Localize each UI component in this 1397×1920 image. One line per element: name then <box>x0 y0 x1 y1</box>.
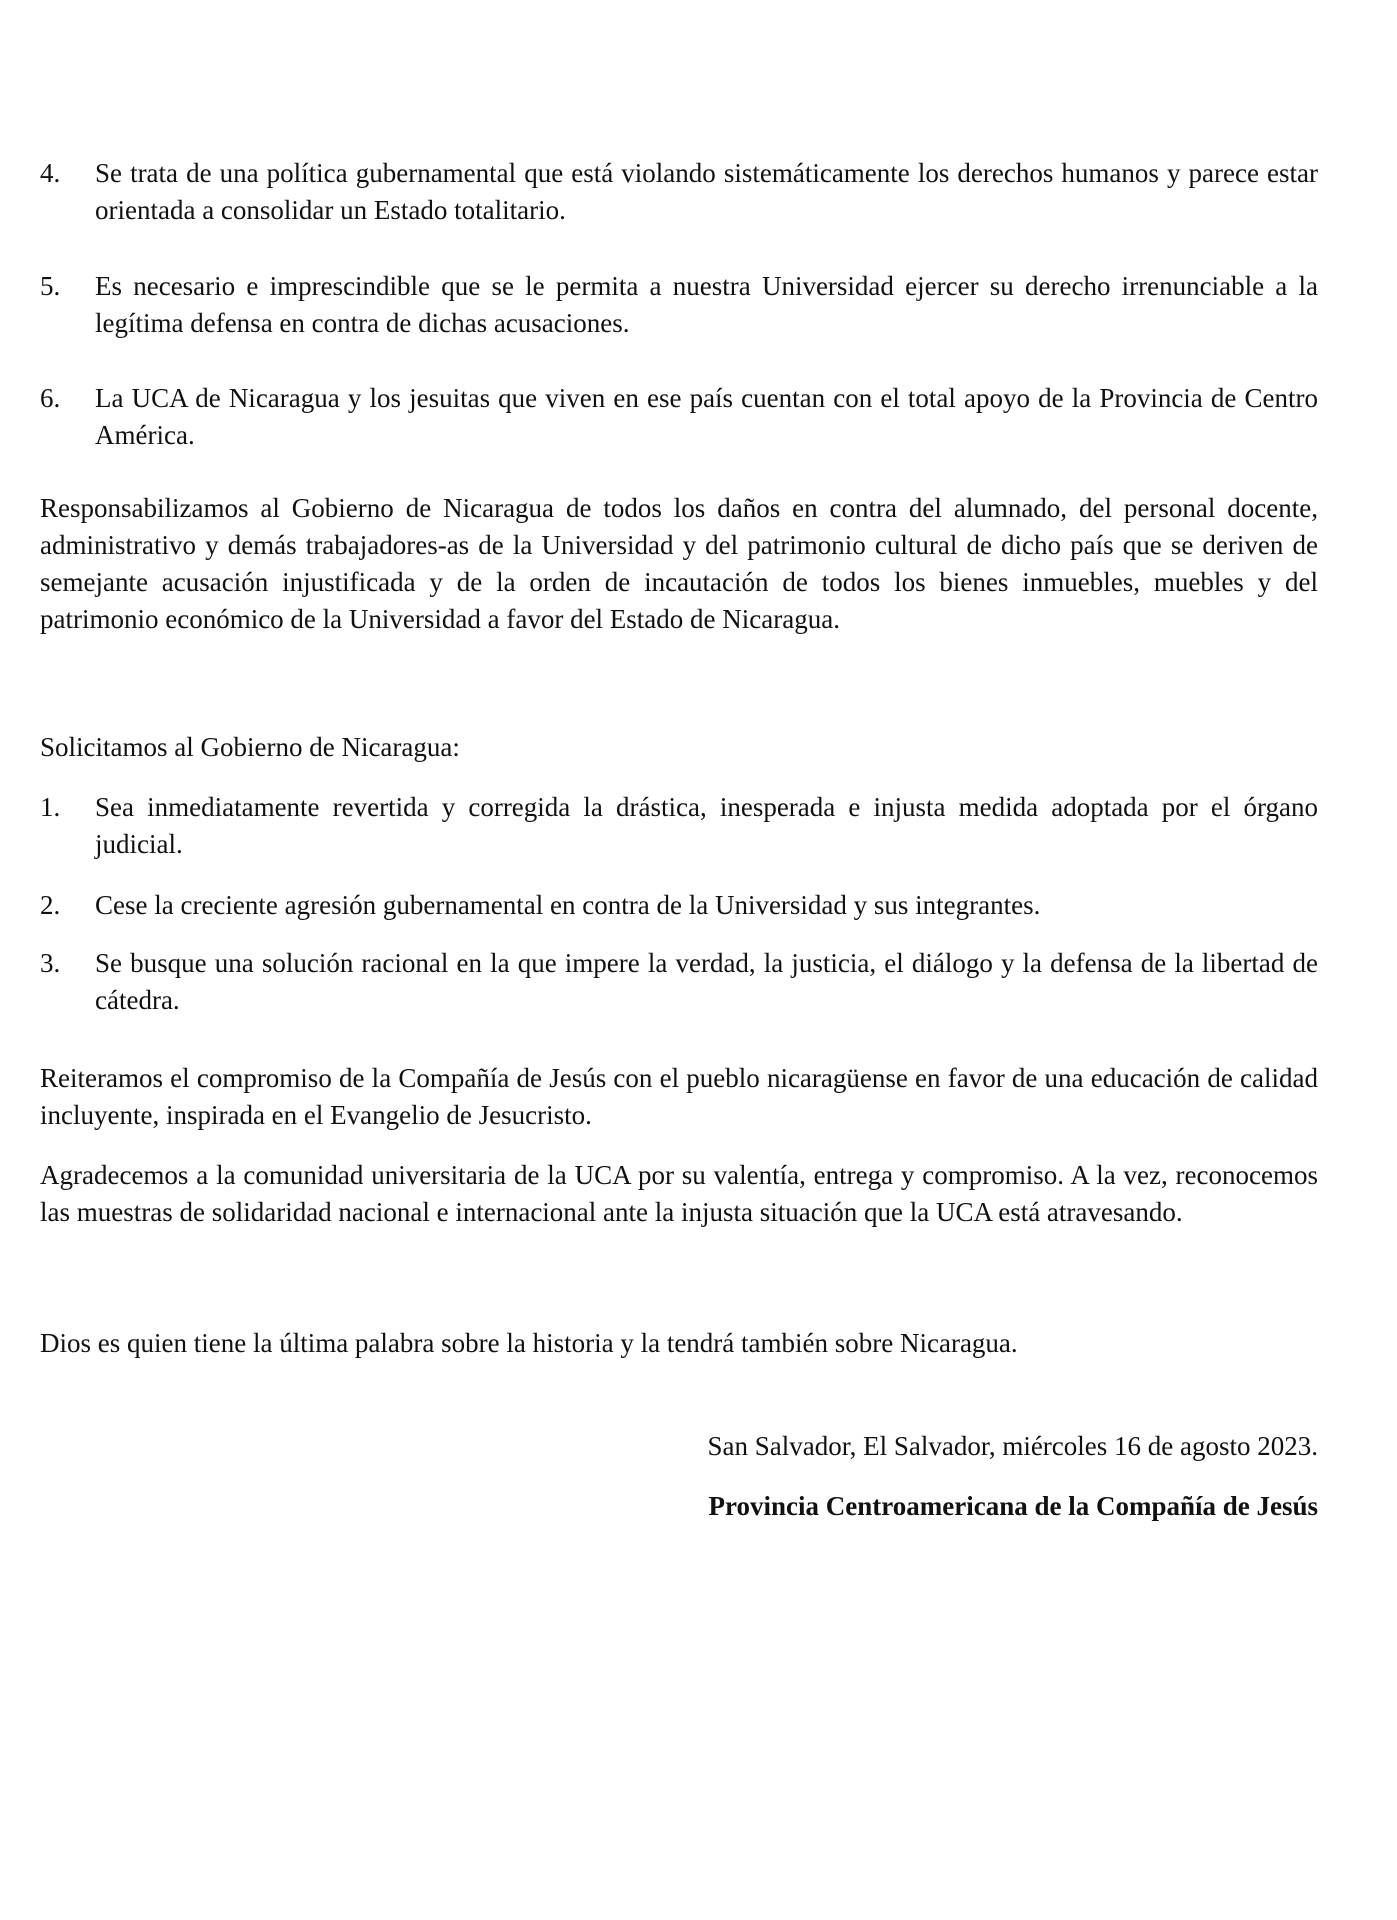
gratitude-paragraph: Agradecemos a la comunidad universitaria de la UCA por su valentía, entrega y compromiso. A la vez, reconocemos las muestras de solidaridad nacional e internacional ante la injusta situación que la UCA está atravesando. <box>40 1160 1318 1227</box>
request-number: 3. <box>40 948 61 978</box>
point-text: Es necesario e imprescindible que se le permita a nuestra Universidad ejercer su derecho irrenunciable a la legítima defensa en contra de dichas acusaciones. <box>95 271 1318 338</box>
point-text: Se trata de una política gubernamental que está violando sistemáticamente los derechos humanos y parece estar orientada a consolidar un Estado totalitario. <box>95 158 1318 225</box>
request-1 <box>40 789 1318 863</box>
request-text: Se busque una solución racional en la que impere la verdad, la justicia, el diálogo y la defensa de la libertad de cátedra. <box>95 948 1318 1015</box>
point-number: 6. <box>40 383 61 413</box>
point-5 <box>40 268 1318 342</box>
requests-intro: Solicitamos al Gobierno de Nicaragua: <box>40 732 460 762</box>
request-number: 2. <box>40 890 61 920</box>
point-number: 5. <box>40 271 61 301</box>
place-date: San Salvador, El Salvador, miércoles 16 de agosto 2023. <box>707 1431 1318 1461</box>
signature: Provincia Centroamericana de la Compañía de Jesús <box>708 1491 1318 1521</box>
request-3 <box>40 945 1318 1019</box>
request-text: Cese la creciente agresión gubernamental en contra de la Universidad y sus integrantes. <box>95 890 1041 920</box>
commitment-paragraph: Reiteramos el compromiso de la Compañía de Jesús con el pueblo nicaragüense en favor de una educación de calidad incluyente, inspirada en el Evangelio de Jesucristo. <box>40 1063 1318 1130</box>
request-2 <box>40 887 1318 924</box>
responsibility-paragraph: Responsabilizamos al Gobierno de Nicaragua de todos los daños en contra del alumnado, del personal docente, administrativo y demás trabajadores-as de la Universidad y del patrimonio cultural de dicho país que se deriven de semejante acusación injustificada y de la orden de incautación de todos los bienes inmuebles, muebles y del patrimonio económico de la Universidad a favor del Estado de Nicaragua. <box>40 493 1318 634</box>
request-text: Sea inmediatamente revertida y corregida la drástica, inesperada e injusta medida adoptada por el órgano judicial. <box>95 792 1318 859</box>
point-text: La UCA de Nicaragua y los jesuitas que viven en ese país cuentan con el total apoyo de la Provincia de Centro América. <box>95 383 1318 450</box>
request-number: 1. <box>40 792 61 822</box>
point-6 <box>40 380 1318 454</box>
point-number: 4. <box>40 158 61 188</box>
point-4 <box>40 155 1318 229</box>
closing-statement: Dios es quien tiene la última palabra sobre la historia y la tendrá también sobre Nicaragua. <box>40 1328 1018 1358</box>
